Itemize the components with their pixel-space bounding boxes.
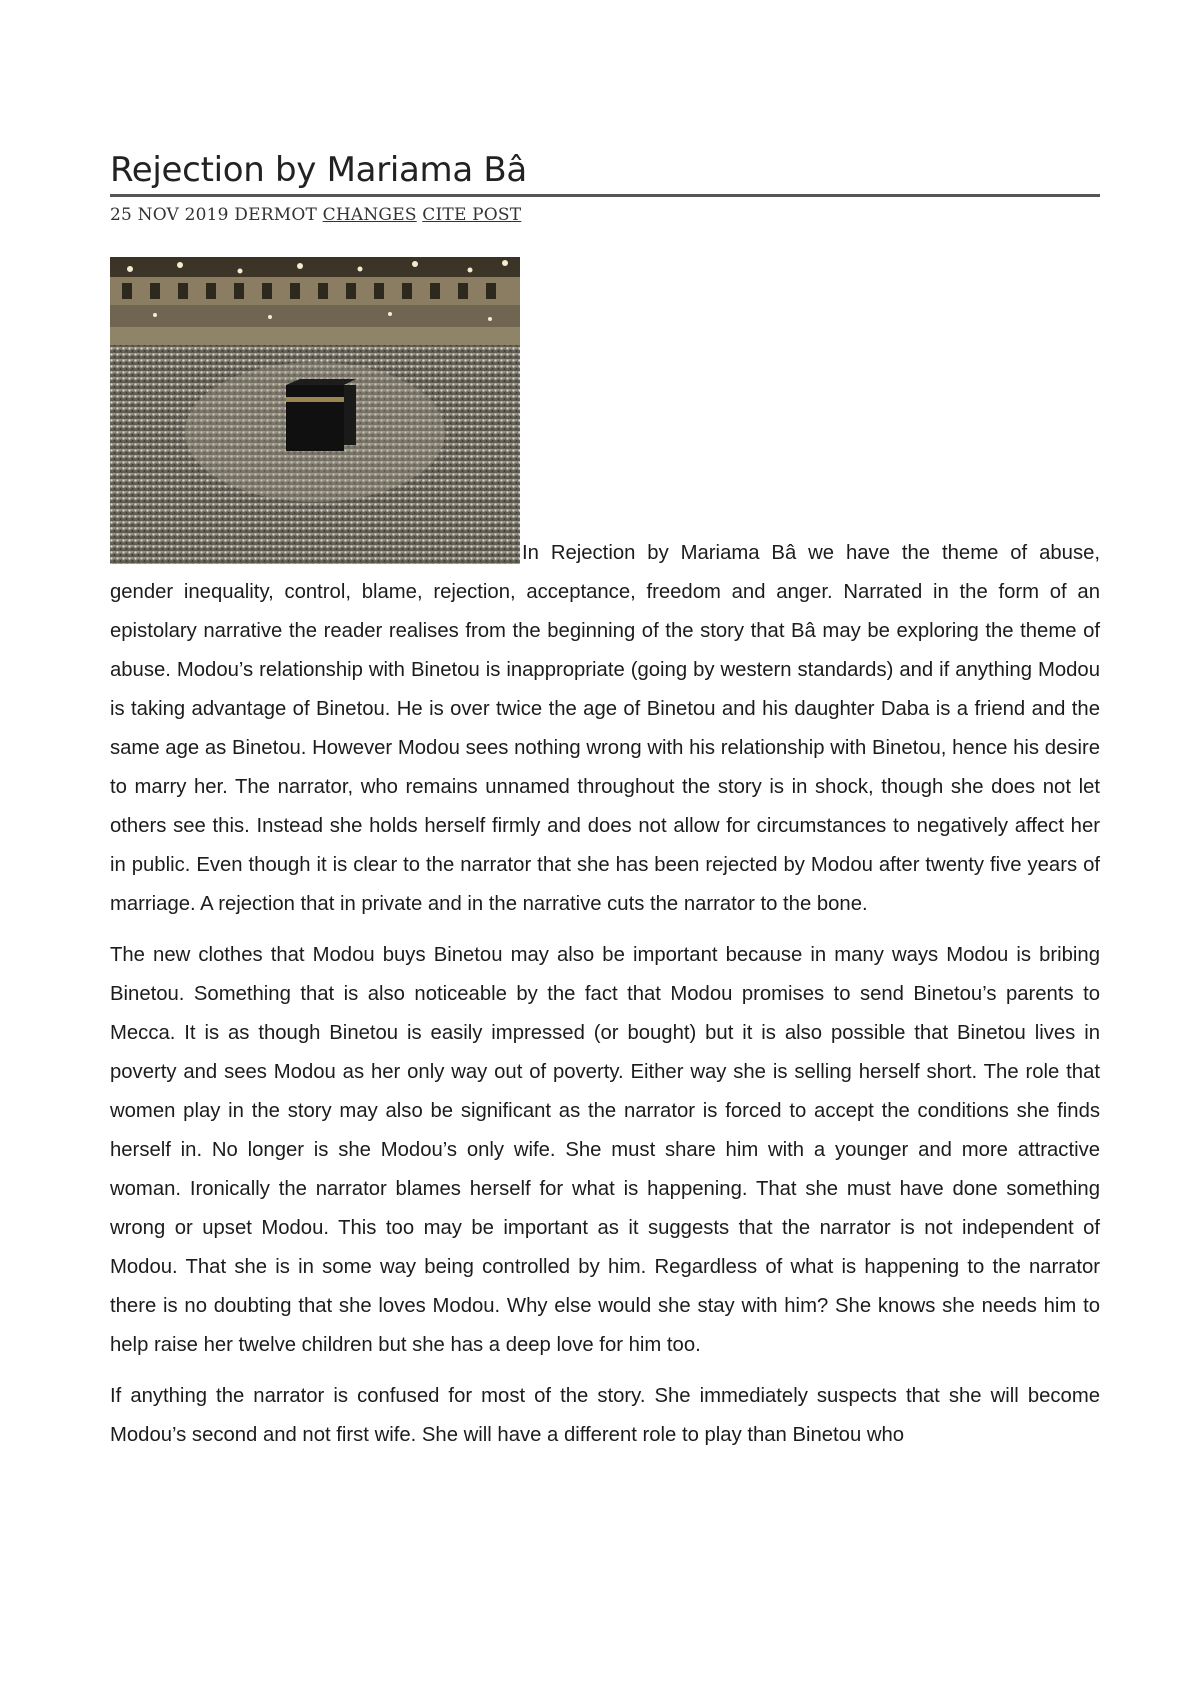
post-meta	[110, 205, 1100, 225]
paragraph-1: In Rejection by Mariama Bâ we have the theme of abuse, gender inequality, control, blame, rejection, acceptance, freedom and anger. Narrated in the form of an epistolary narrative the reader realises from the beginning of the story that Bâ may be exploring the theme of abuse. Modou’s relationship with Binetou is inappropriate (going by western standards) and if anything Modou is taking advantage of Binetou. He is over twice the age of Binetou and his daughter Daba is a friend and the same age as Binetou. However Modou sees nothing wrong with his relationship with Binetou, hence his desire to marry her. The narrator, who remains unnamed throughout the story is in shock, though she does not let others see this. Instead she holds herself firmly and does not allow for circumstances to negatively affect her in public. Even though it is clear to the narrator that she has been rejected by Modou after twenty five years of marriage. A rejection that in private and in the narrative cuts the narrator to the bone.	[110, 542, 1100, 915]
article	[110, 150, 1100, 1467]
cite-post-link[interactable]: CITE POST	[422, 205, 522, 225]
changes-link[interactable]: CHANGES	[322, 205, 417, 225]
paragraph-3: If anything the narrator is confused for most of the story. She immediately suspects that she will become Modou’s second and not first wife. She will have a different role to play than Binetou who	[110, 1385, 1100, 1446]
article-title: Rejection by Mariama Bâ	[110, 150, 527, 190]
paragraph-2: The new clothes that Modou buys Binetou may also be important because in many ways Modou is bribing Binetou. Something that is also noticeable by the fact that Modou promises to send Binetou’s parents to Mecca. It is as though Binetou is easily impressed (or bought) but it is also possible that Binetou lives in poverty and sees Modou as her only way out of poverty. Either way she is selling herself short. The role that women play in the story may also be significant as the narrator is forced to accept the conditions she finds herself in. No longer is she Modou’s only wife. She must share him with a younger and more attractive woman. Ironically the narrator blames herself for what is happening. That she must have done something wrong or upset Modou. This too may be important as it suggests that the narrator is not independent of Modou. That she is in some way being controlled by him. Regardless of what is happening to the narrator there is no doubting that she loves Modou. Why else would she stay with him? She knows she needs him to help raise her twelve children but she has a deep love for him too.	[110, 944, 1100, 1356]
post-date-author: 25 NOV 2019 DERMOT	[110, 205, 318, 225]
mecca-photo	[110, 257, 520, 564]
title-divider	[110, 194, 1100, 197]
